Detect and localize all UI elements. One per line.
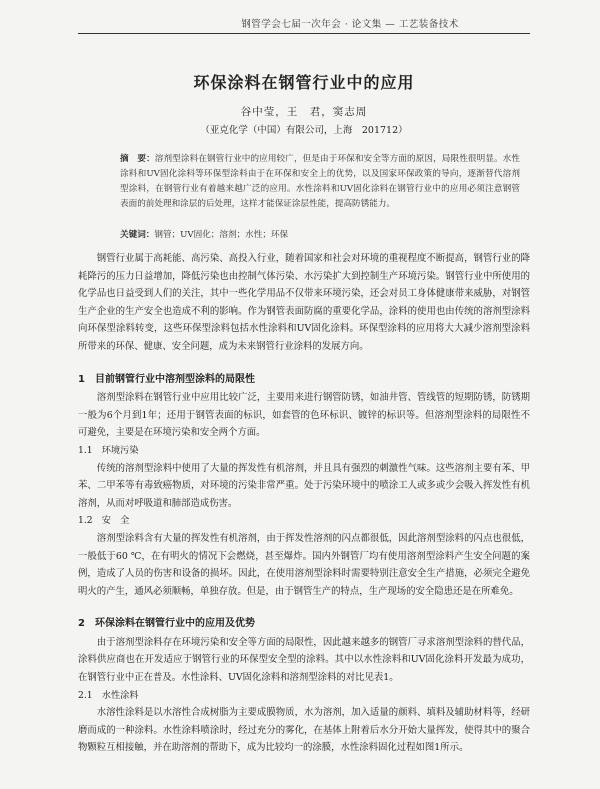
paper-authors: 谷中莹，王 君，窦志周 bbox=[240, 106, 368, 118]
intro-paragraph: 钢管行业属于高耗能、高污染、高投入行业，随着国家和社会对环境的重视程度不断提高，钢管行业的降耗降污的压力日益增加，降低污染也由控制气体污染、水污染扩大到控制生产环境污染。钢管行业中所使用的化学品也日益受到人们的关注，其中一些化学用品不仅带来环境污染，还会对员工身体健康带来威胁，对钢管生产企业的生产安全也造成不利的影响。作为钢管表面防腐的重要化学品，涂料的使用也由传统的溶剂型涂料向环保型涂料转变，这些环保型涂料包括水性涂料和UV固化涂料。环保型涂料的应用将大大减少溶剂型涂料所带来的环保、健康、安全问题，成为未来钢管行业涂料的发展方向。 bbox=[78, 253, 530, 352]
section-1-1-paragraph: 传统的溶剂型涂料中使用了大量的挥发性有机溶剂，并且具有强烈的刺激性气味。这些溶剂主要有苯、甲苯、二甲苯等有毒致癌物质，对环境的污染非常严重。处于污染环境中的喷涂工人或多或少会吸入挥发性有机溶剂，从而对呼吸道和肺部造成伤害。 bbox=[78, 462, 530, 509]
running-head: 钢管学会七届一次年会 · 论文集 — 工艺装备技术 bbox=[241, 19, 459, 30]
section-2-1-heading: 2.1 水性涂料 bbox=[78, 689, 139, 701]
abstract bbox=[120, 152, 520, 212]
abstract-text: 溶剂型涂料在钢管行业中的应用较广，但是由于环保和安全等方面的原因，局限性很明显。水性涂料和UV固化涂料等环保型涂料由于在环保和安全上的优势，以及国家环保政策的导向，逐渐替代溶剂型涂料，在钢管行业有着越来越广泛的应用。水性涂料和UV固化涂料在钢管行业中的应用必须注意钢管表面的前处理和涂层的后处理，这样才能保证涂层性能，提高防锈能力。 bbox=[120, 154, 520, 209]
keywords bbox=[120, 228, 520, 240]
keywords-label: 关键词： bbox=[120, 230, 155, 240]
section-1-paragraph: 溶剂型涂料在钢管行业中应用比较广泛，主要用来进行钢管防锈，如油井管、管线管的短期防锈，防锈期一般为6个月到1年；还用于钢管表面的标识，如套管的色环标识、镀锌的标识等。但溶剂型涂料的局限性不可避免，主要是在环境污染和安全两个方面。 bbox=[78, 392, 530, 439]
abstract-label: 摘 要： bbox=[120, 154, 155, 164]
section-2-paragraph: 由于溶剂型涂料存在环境污染和安全等方面的局限性，因此越来越多的钢管厂寻求溶剂型涂料的替代品，涂料供应商也在开发适应于钢管行业的环保型安全型的涂料。其中以水性涂料和UV固化涂料开发最为成功，在钢管行业中正在普及。水性涂料、UV固化涂料和溶剂型涂料的对比见表1。 bbox=[78, 636, 530, 684]
section-1-2-paragraph: 溶剂型涂料含有大量的挥发性有机溶剂，由于挥发性溶剂的闪点都很低，因此溶剂型涂料的闪点也很低，一般低于60 ℃，在有明火的情况下会燃烧，甚至爆炸。国内外钢管厂均有使用溶剂型涂料产生安全问题的案例，造成了人员的伤害和设备的损坏。因此，在使用溶剂型涂料时需要特别注意安全生产措施，必须完全避免明火的产生，通风必须顺畅，单独存放。但是，由于钢管生产的特点，生产现场的安全隐患还是在所难免。 bbox=[78, 532, 530, 597]
section-2-1-paragraph: 水溶性涂料是以水溶性合成树脂为主要成膜物质，水为溶剂，加入适量的颜料、填料及辅助材料等，经研磨而成的一种涂料。水性涂料喷涂时，经过充分的雾化，在基体上附着后水分开始大量挥发，使得其中的聚合物颗粒互相接触，并在助溶剂的帮助下，成为比较均一的涂膜，水性涂料固化过程如图1所示。 bbox=[78, 707, 530, 754]
keywords-text: 钢管；UV固化；溶剂；水性；环保 bbox=[154, 230, 289, 240]
section-1-2-heading: 1.2 安 全 bbox=[78, 515, 130, 527]
section-1-heading: 1 目前钢管行业中溶剂型涂料的局限性 bbox=[78, 373, 255, 385]
paper-body bbox=[78, 250, 530, 757]
section-2-heading: 2 环保涂料在钢管行业中的应用及优势 bbox=[78, 618, 255, 630]
section-1-1-heading: 1.1 环境污染 bbox=[78, 444, 139, 456]
paper-title: 环保涂料在钢管行业中的应用 bbox=[193, 73, 415, 92]
paper-affiliation: （亚克化学（中国）有限公司，上海 201712） bbox=[200, 125, 408, 136]
header-rule bbox=[78, 33, 530, 34]
